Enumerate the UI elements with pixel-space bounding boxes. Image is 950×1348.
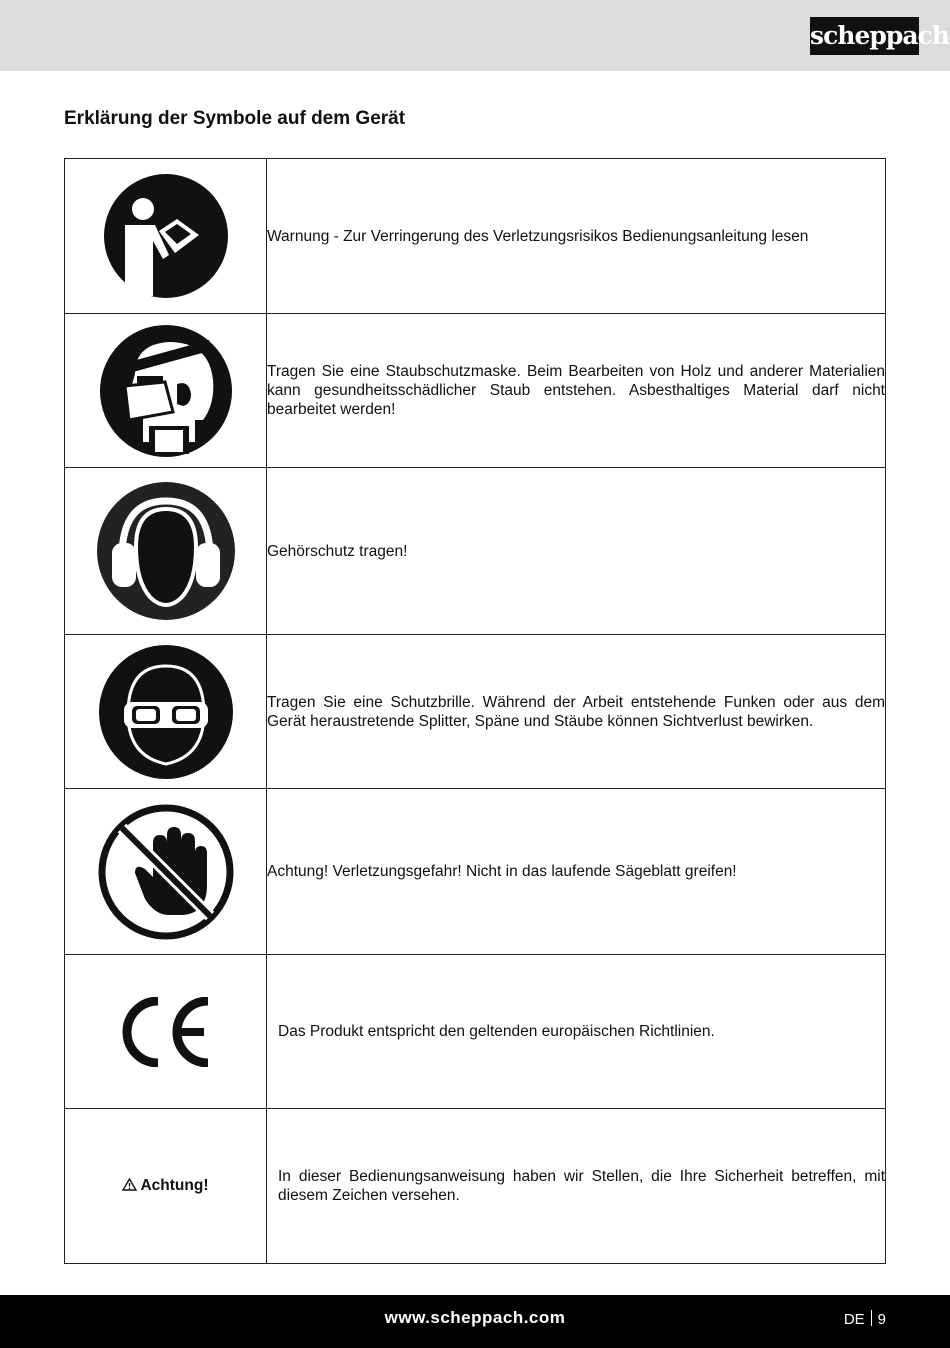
symbol-description: Warnung - Zur Verringerung des Verletzungsrisikos Bedienungsanleitung lesen (267, 159, 886, 314)
table-row (65, 635, 886, 789)
header-bar (0, 0, 950, 71)
language-code: DE (843, 1311, 865, 1328)
icon-cell (65, 468, 267, 635)
warning-triangle-icon (122, 1178, 137, 1191)
footer-url[interactable]: www.scheppach.com (384, 1308, 566, 1327)
page-number (844, 1310, 886, 1328)
symbol-description: Tragen Sie eine Schutzbrille. Während der Arbeit entstehende Funken oder aus dem Gerät heraustretende Splitter, Späne und Stäube können Sichtverlust bewirken. (267, 635, 886, 789)
ce-mark-icon (118, 997, 214, 1067)
symbol-table (64, 158, 886, 1264)
warning-label-text: Achtung! (140, 1177, 209, 1194)
symbol-description: Achtung! Verletzungsgefahr! Nicht in das laufende Sägeblatt greifen! (267, 789, 886, 955)
icon-cell (65, 159, 267, 314)
page-separator (871, 1310, 872, 1326)
dust-mask-icon (99, 324, 233, 458)
no-hands-icon (97, 803, 235, 941)
table-row (65, 1109, 886, 1264)
safety-goggles-icon (98, 644, 234, 780)
table-row (65, 314, 886, 468)
section-title: Erklärung der Symbole auf dem Gerät (64, 108, 406, 129)
icon-cell (65, 1109, 267, 1264)
table-row (65, 468, 886, 635)
read-manual-icon (103, 173, 229, 299)
symbol-description: Gehörschutz tragen! (267, 468, 886, 635)
icon-cell (65, 314, 267, 468)
icon-cell (65, 789, 267, 955)
symbol-description: Tragen Sie eine Staubschutzmaske. Beim Bearbeiten von Holz und anderer Materialien kann gesundheitsschädlicher Staub entstehen. Asbesthaltiges Material darf nicht bearbeitet werden! (267, 314, 886, 468)
table-row (65, 789, 886, 955)
page-number-value: 9 (877, 1311, 886, 1328)
icon-cell (65, 955, 267, 1109)
table-row (65, 955, 886, 1109)
symbol-description: Das Produkt entspricht den geltenden europäischen Richtlinien. (267, 955, 886, 1109)
hearing-protection-icon (96, 481, 236, 621)
warning-label (122, 1177, 208, 1194)
table-row (65, 159, 886, 314)
icon-cell (65, 635, 267, 789)
scheppach-logo: scheppach (810, 17, 919, 55)
symbol-description: In dieser Bedienungsanweisung haben wir Stellen, die Ihre Sicherheit betreffen, mit diesem Zeichen versehen. (267, 1109, 886, 1264)
